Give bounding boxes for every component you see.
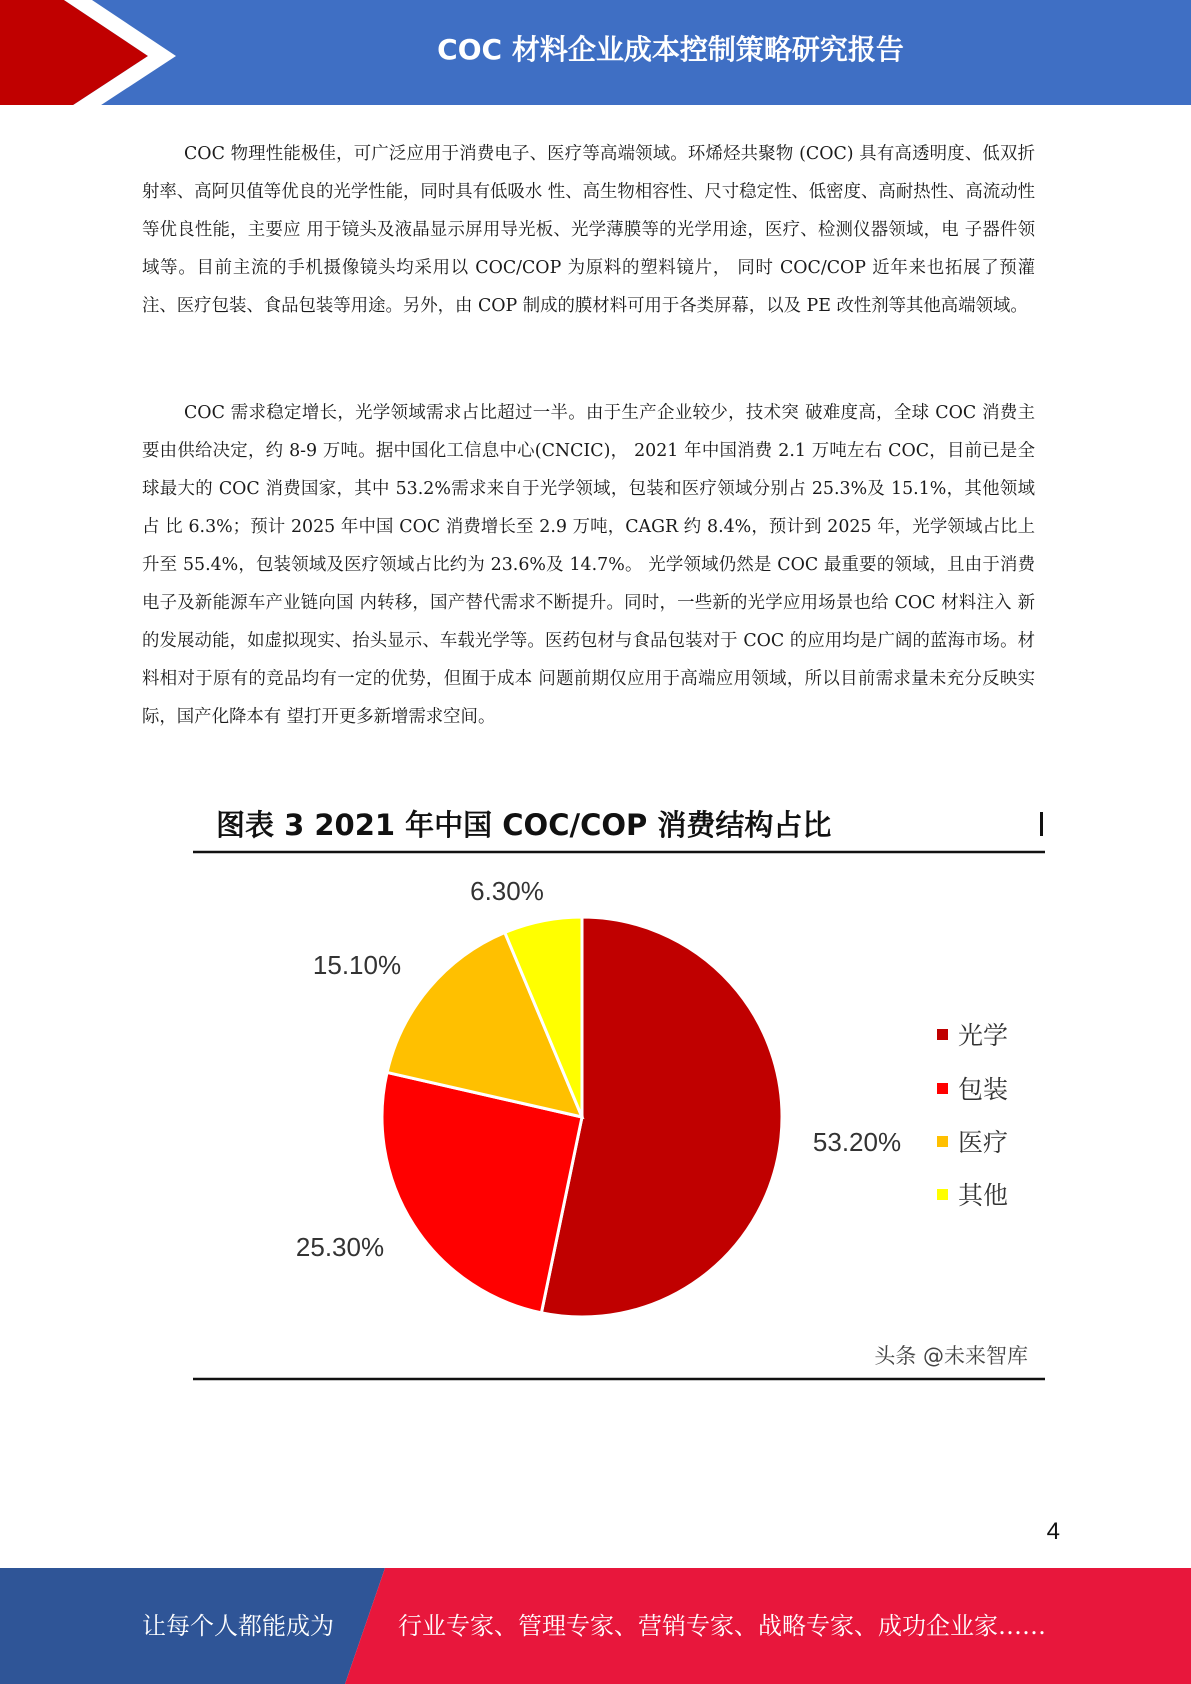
body-paragraph: COC 物理性能极佳，可广泛应用于消费电子、医疗等高端领域。环烯烃共聚物 (COC) 具有高透明度、低双折射率、高阿贝值等优良的光学性能，同时具有低吸水 性、高生物相容性、尺寸稳定性、低密度、高耐热性、高流动性等优良性能，主要应 用于镜头及液晶显示屏用导光板、光学薄膜等的光学用途，医疗、检测仪器领域，电 子器件领域等。目前主流的手机摄像镜头均采用以 COC/COP 为原料的塑料镜片， 同时 COC/COP 近年来也拓展了预灌注、医疗包装、食品包装等用途。另外，由 COP 制成的膜材料可用于各类屏幕，以及 PE 改性剂等其他高端领域。 — [142, 144, 1035, 316]
footer-slogan-left: 让每个人都能成为 — [142, 1612, 334, 1640]
legend-label-packaging: 包装 — [958, 1075, 1009, 1104]
body-paragraph: COC 需求稳定增长，光学领域需求占比超过一半。由于生产企业较少，技术突 破难度高，全球 COC 消费主要由供给决定，约 8-9 万吨。据中国化工信息中心(CNCIC)， 2021 年中国消费 2.1 万吨左右 COC，目前已是全球最大的 COC 消费国家，其中 53.2%需求来自于光学领域，包装和医疗领域分别占 25.3%及 15.1%，其他领域占 比 6.3%；预计 2025 年中国 COC 消费增长至 2.9 万吨，CAGR 约 8.4%，预计到 2025 年，光学领域占比上升至 55.4%，包装领域及医疗领域占比约为 23.6%及 14.7%。 光学领域仍然是 COC 最重要的领域，且由于消费电子及新能源车产业链向国 内转移，国产替代需求不断提升。同时，一些新的光学应用场景也给 COC 材料注入 新的发展动能，如虚拟现实、抬头显示、车载光学等。医药包材与食品包装对于 COC 的应用均是广阔的蓝海市场。材料相对于原有的竞品均有一定的优势，但囿于成本 问题前期仅应用于高端应用领域，所以目前需求量未充分反映实际，国产化降本有 望打开更多新增需求空间。 — [142, 403, 1035, 727]
legend-label-medical: 医疗 — [958, 1128, 1009, 1157]
document-title: COC 材料企业成本控制策略研究报告 — [437, 33, 904, 66]
slice-label-optics: 53.20% — [812, 1127, 902, 1157]
chart-source-watermark: 头条 @未来智库 — [874, 1344, 1028, 1368]
slice-label-medical: 15.10% — [312, 950, 402, 980]
legend-swatch-optics — [937, 1029, 948, 1040]
slice-label-other: 6.30% — [470, 876, 544, 906]
page-footer — [0, 1568, 1191, 1684]
chart-legend — [937, 1021, 1008, 1210]
chart-title-marker — [1040, 812, 1043, 836]
legend-swatch-packaging — [937, 1083, 948, 1094]
pie-slices — [382, 917, 782, 1317]
legend-label-other: 其他 — [958, 1181, 1009, 1210]
legend-swatch-medical — [937, 1136, 948, 1147]
chart-title: 图表 3 2021 年中国 COC/COP 消费结构占比 — [216, 808, 832, 842]
slice-label-packaging: 25.30% — [295, 1232, 385, 1262]
page-number: 4 — [1046, 1518, 1060, 1545]
footer-slogan-right: 行业专家、管理专家、营销专家、战略专家、成功企业家…… — [398, 1612, 1046, 1640]
legend-swatch-other — [937, 1189, 948, 1200]
legend-label-optics: 光学 — [958, 1021, 1009, 1050]
